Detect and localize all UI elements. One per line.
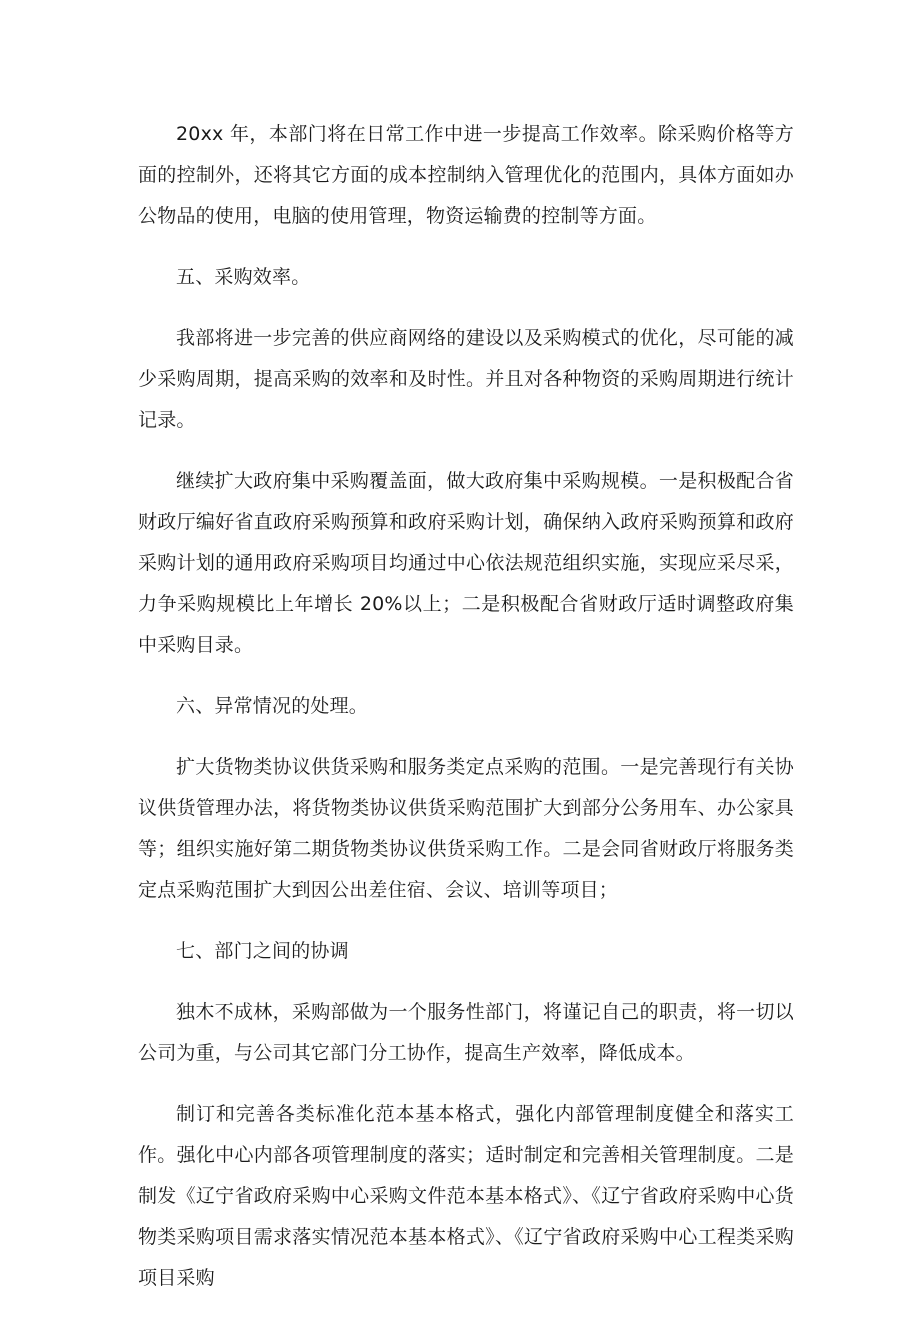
section-heading-7: 七、部门之间的协调	[176, 940, 349, 962]
paragraph-supplier-network: 我部将进一步完善的供应商网络的建设以及采购模式的优化，尽可能的减少采购周期，提高采购的效率和及时性。并且对各种物资的采购周期进行统计记录。	[138, 327, 794, 431]
paragraph-coordination: 独木不成林，采购部做为一个服务性部门，将谨记自己的职责，将一切以公司为重，与公司其它部门分工协作，提高生产效率，降低成本。	[138, 1001, 794, 1064]
paragraph-cost-control: 20xx 年，本部门将在日常工作中进一步提高工作效率。除采购价格等方面的控制外，还将其它方面的成本控制纳入管理优化的范围内，具体方面如办公物品的使用，电脑的使用管理，物资运输费的控制等方面。	[138, 123, 794, 227]
paragraph-agreement-supply: 扩大货物类协议供货采购和服务类定点采购的范围。一是完善现行有关协议供货管理办法，将货物类协议供货采购范围扩大到部分公务用车、办公家具等；组织实施好第二期货物类协议供货采购工作。二是会同省财政厅将服务类定点采购范围扩大到因公出差住宿、会议、培训等项目；	[138, 756, 794, 901]
paragraph-centralized-procurement: 继续扩大政府集中采购覆盖面，做大政府集中采购规模。一是积极配合省财政厅编好省直政府采购预算和政府采购计划，确保纳入政府采购预算和政府采购计划的通用政府采购项目均通过中心依法规范组织实施，实现应采尽采，力争采购规模比上年增长 20%以上；二是积极配合省财政厅适时调整政府集中采购目录。	[138, 470, 794, 656]
paragraph-standard-templates: 制订和完善各类标准化范本基本格式，强化内部管理制度健全和落实工作。强化中心内部各项管理制度的落实；适时制定和完善相关管理制度。二是制发《辽宁省政府采购中心采购文件范本基本格式》、《辽宁省政府采购中心货物类采购项目需求落实情况范本基本格式》、《辽宁省政府采购中心工程类采购项目采购	[138, 1103, 794, 1289]
section-heading-5: 五、采购效率。	[176, 266, 311, 288]
section-heading-6: 六、异常情况的处理。	[176, 695, 369, 717]
document-body	[138, 114, 794, 1319]
